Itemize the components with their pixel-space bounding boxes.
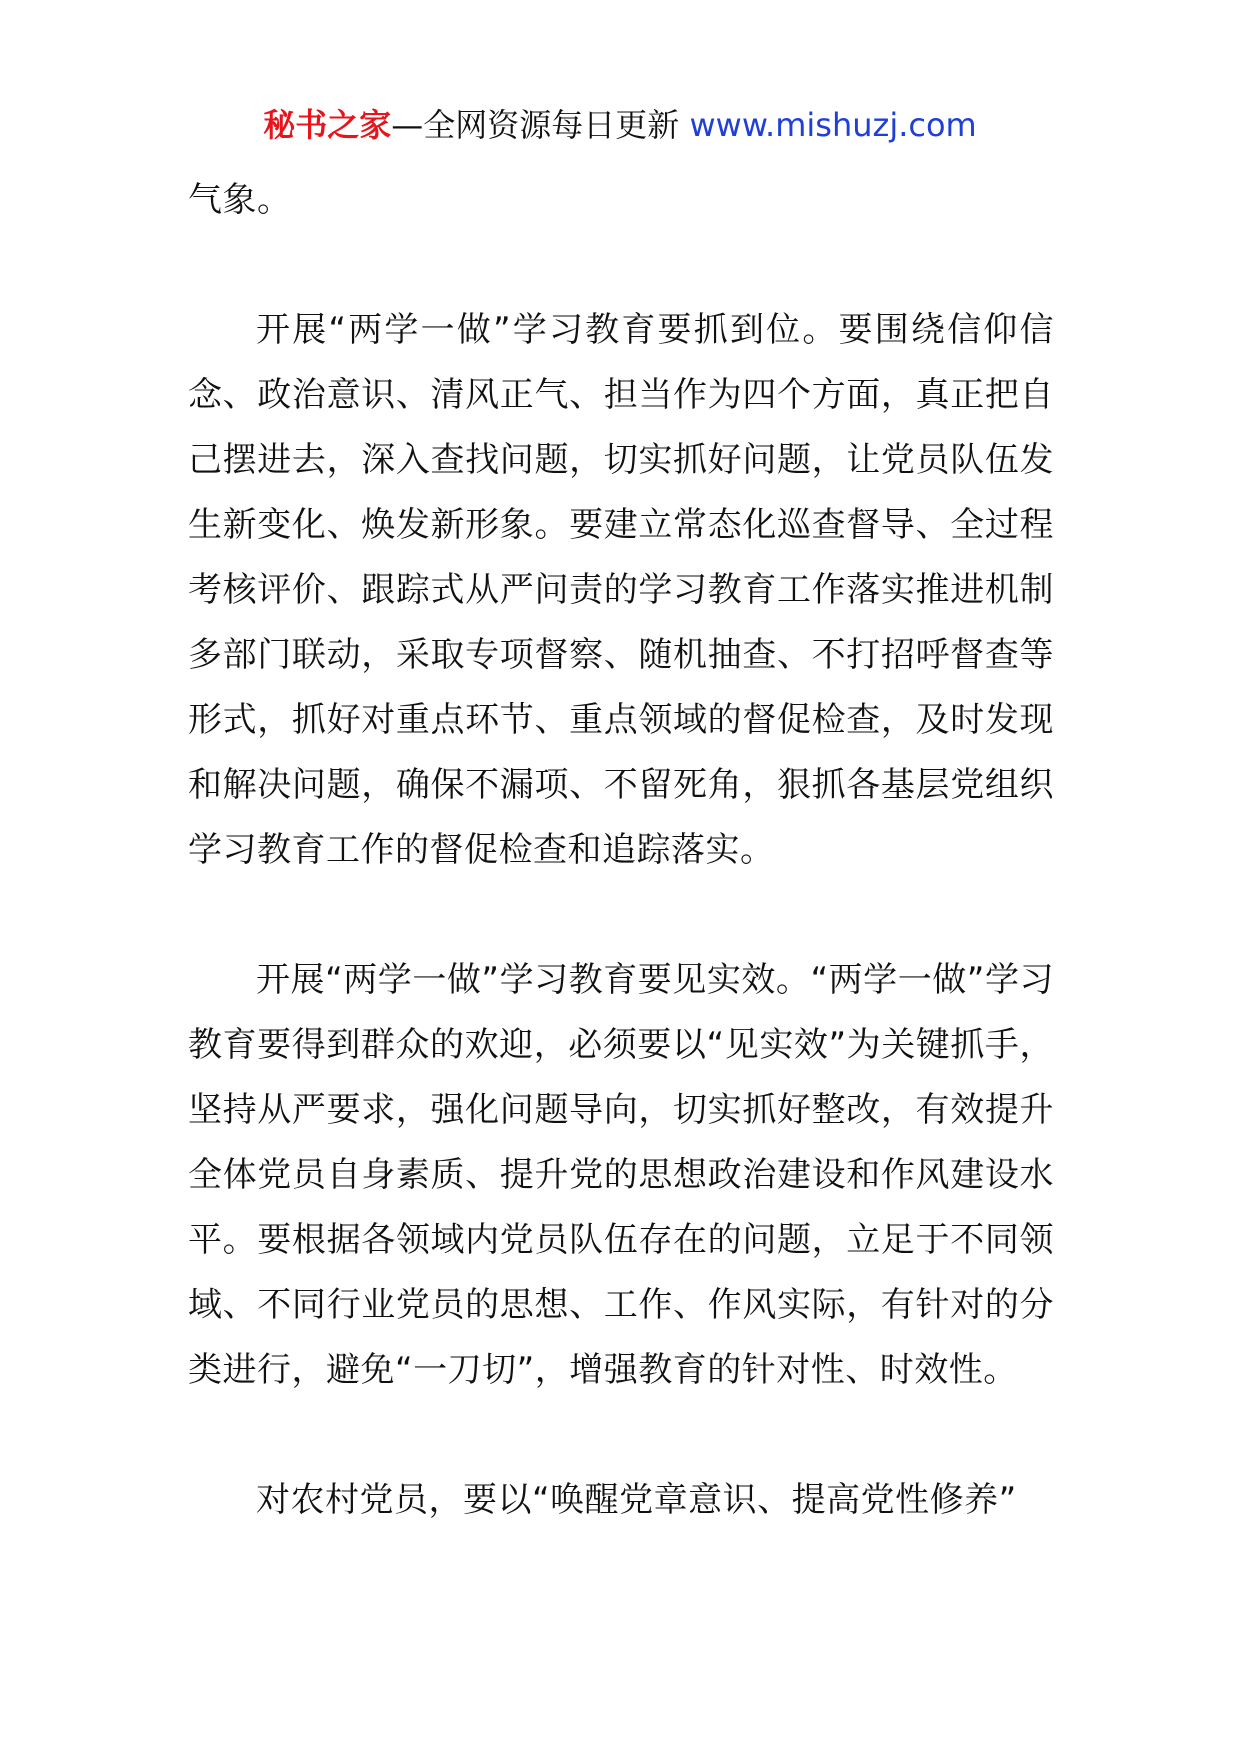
paragraph-grasp-in-place: 开展“两学一做”学习教育要抓到位。要围绕信仰信念、政治意识、清风正气、担当作为四个方面，真正把自己摆进去，深入查找问题，切实抓好问题，让党员队伍发生新变化、焕发新形象。要建立常态化巡查督导、全过程考核评价、跟踪式从严问责的学习教育工作落实推进机制多部门联动，采取专项督察、随机抽查、不打招呼督查等形式，抓好对重点环节、重点领域的督促检查，及时发现和解决问题，确保不漏项、不留死角，狠抓各基层党组织学习教育工作的督促检查和追踪落实。 (188, 310, 1054, 870)
website-link[interactable]: www.mishuzj.com (689, 106, 977, 144)
page-header (0, 103, 1240, 147)
paragraph-gap (188, 883, 1054, 948)
header-slogan: —全网资源每日更新 (391, 106, 680, 144)
paragraph-gap (188, 233, 1054, 298)
paragraph-rural-members: 对农村党员，要以“唤醒党章意识、提高党性修养” (256, 1480, 1017, 1520)
paragraph-gap (188, 1403, 1054, 1468)
document-body (188, 168, 1054, 1533)
brand-name: 秘书之家 (263, 106, 392, 144)
paragraph-real-results: 开展“两学一做”学习教育要见实效。“两学一做”学习教育要得到群众的欢迎，必须要以“见实效”为关键抓手，坚持从严要求，强化问题导向，切实抓好整改，有效提升全体党员自身素质、提升党的思想政治建设和作风建设水平。要根据各领域内党员队伍存在的问题，立足于不同领域、不同行业党员的思想、工作、作风实际，有针对的分类进行，避免“一刀切”，增强教育的针对性、时效性。 (188, 960, 1054, 1390)
paragraph-continuation: 气象。 (188, 180, 292, 220)
